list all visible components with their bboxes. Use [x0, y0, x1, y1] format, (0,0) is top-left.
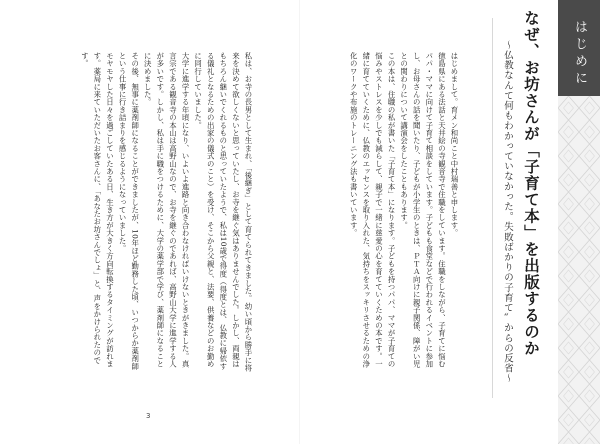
- body-paragraph: 大学に進学する年頃になり、いよいよ進路と向き合わなければいけないときがきました。真言宗である観音寺の本山は高野山なので、お寺を継ぐのであれば、高野山大学に進学する人が多いです。しかし、私は手に職をつけるために、大学の薬学部で学び、薬剤師になることに決めました。: [143, 52, 191, 368]
- body-paragraph: この本は、住職の私が書いた「子育て本」になります。子どもを持つパパ、ママが子育ての悩みやストレスを少しでも減らして、親子で一緒に慈愛の心を育てていくための本です。一緒に育てていくために、仏教のエッセンスを取り入れた、気持ちをスッキリさせるための浄化のワークや布施のトレーニング法も書いています。: [349, 52, 397, 368]
- right-page-body: [328, 52, 460, 374]
- page-number: 3: [146, 412, 151, 420]
- title-divider: [492, 18, 493, 398]
- chapter-label: はじめに: [572, 20, 587, 88]
- left-page-body: [38, 52, 254, 374]
- body-paragraph: はじめまして。育メン和尚こと中村瑞善と申します。: [450, 52, 459, 237]
- body-paragraph: モヤモヤした日々を過ごしていたある日、生き方が大きく方向転換するタイミングが訪れます。薬局に来ていただいたお客さんに、「あなたお坊さんでしょ」と、声をかけられたのです。: [80, 52, 115, 368]
- body-paragraph: 私は、お寺の長男として生まれ、「後継ぎ」として育てられてきました。幼い頃から勝手に将来を決めて欲しくないと思っていたし、お寺を継ぐ気はありませんでした。しかし、両親はもちろん継いでくれるものと思っていたようで、私は10歳で得度（得度とは、仏教に帰依する儀礼となるための出家の儀式のこと）を受け、そこから父親と、法要、供養などのお勤めに同行していました。: [193, 52, 253, 372]
- chapter-title: なぜ、お坊さんが「子育て本」を出版するのか: [522, 10, 541, 357]
- body-paragraph: 徳島県にある法話と天井絵の寺観音寺で住職をしています。住職をしながら、子育てに悩むパパ・ママに向けて子育て相談をしています。子どもも食堂などで行われるイベントに参加し、お母さんの話を聞いたり、子どもが小学生のときは、ＰＴＡ向けに親子関係、障がい児との関わりについて講演会をしたこともあります。: [399, 52, 447, 368]
- body-paragraph: その後、無事に薬剤師になることができましたが、10年ほど勤務した頃、いつからか薬剤師という仕事に行き詰まりを感じるようになっていました。: [118, 52, 140, 371]
- decorative-pattern: [558, 96, 600, 444]
- chapter-label-box: [558, 0, 600, 96]
- right-page: [300, 0, 600, 444]
- chapter-subtitle: 〜仏教なんて何もわかっていなかった。失敗ばかりの子育て〟からの反省〜: [502, 40, 513, 384]
